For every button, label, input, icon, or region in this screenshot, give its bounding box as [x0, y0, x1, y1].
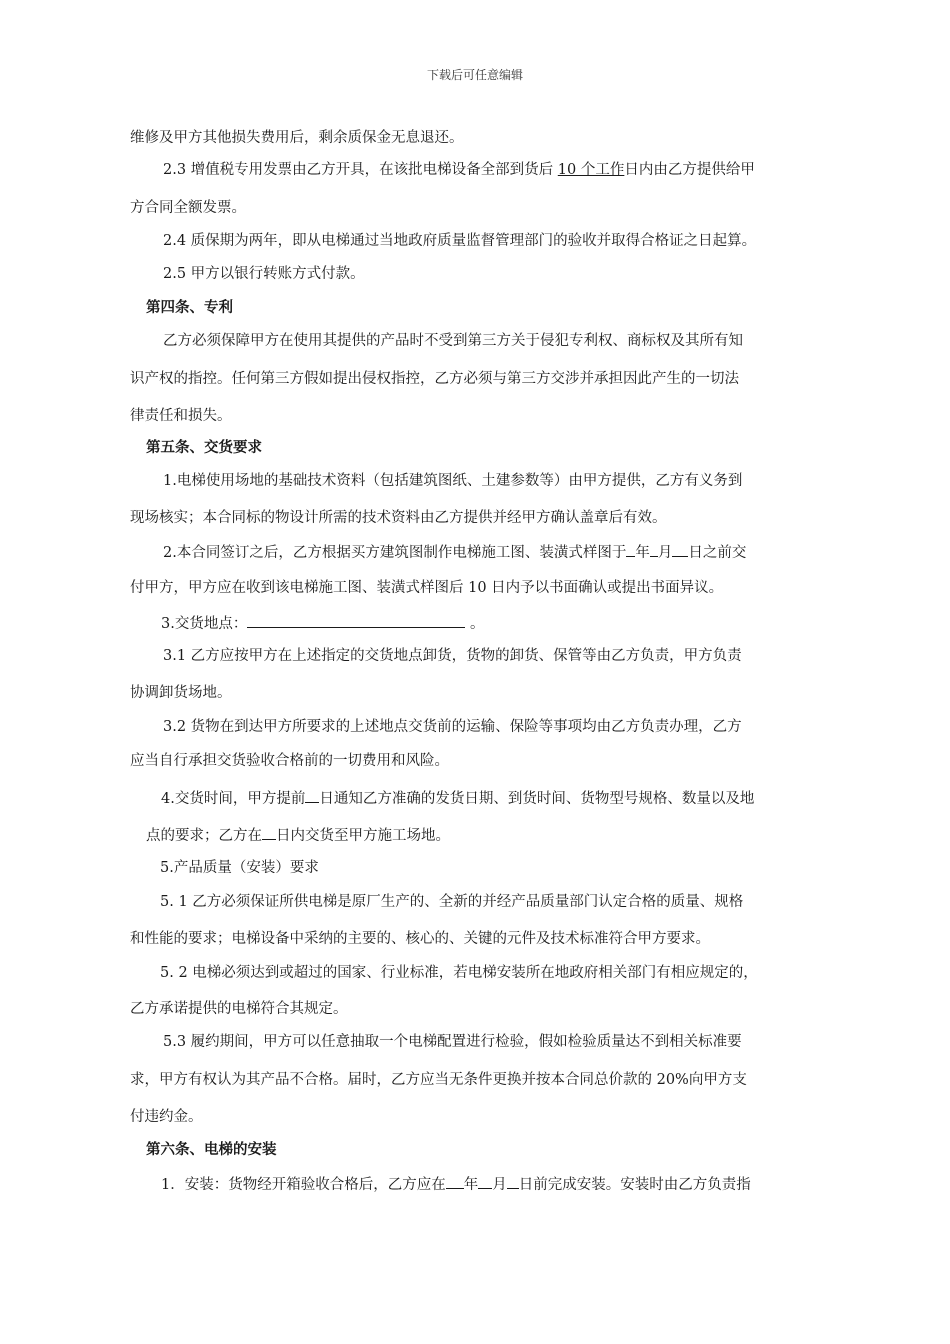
- paragraph-line: 求，甲方有权认为其产品不合格。届时，乙方应当无条件更换并按本合同总价款的 20%向甲方支: [130, 1072, 747, 1088]
- paragraph-line: 3.交货地点： 。: [161, 613, 484, 633]
- paragraph-line: 付违约金。: [130, 1109, 203, 1125]
- section-heading: 第四条、专利: [146, 299, 233, 316]
- delivery-address-blank: [247, 613, 465, 628]
- paragraph-line: 和性能的要求；电梯设备中采纳的主要的、核心的、关键的元件及技术标准符合甲方要求。: [130, 931, 710, 947]
- section-heading: 第六条、电梯的安装: [146, 1141, 277, 1158]
- paragraph-line: 5. 2 电梯必须达到或超过的国家、行业标准，若电梯安装所在地政府相关部门有相应规定的，: [160, 965, 758, 981]
- paragraph-line: 识产权的指控。任何第三方假如提出侵权指控，乙方必须与第三方交涉并承担因此产生的一切法: [130, 371, 739, 387]
- paragraph-line: 1．安装：货物经开箱验收合格后，乙方应在 年 月 日前完成安装。安装时由乙方负责指: [161, 1174, 751, 1194]
- paragraph-line: 3.2 货物在到达甲方所要求的上述地点交货前的运输、保险等事项均由乙方负责办理，乙方: [163, 719, 742, 735]
- section-heading: 第五条、交货要求: [146, 439, 262, 456]
- paragraph-line: 2.5 甲方以银行转账方式付款。: [163, 266, 365, 282]
- paragraph-line: 5. 1 乙方必须保证所供电梯是原厂生产的、全新的并经产品质量部门认定合格的质量、规格: [160, 894, 744, 910]
- paragraph-line: 4.交货时间，甲方提前 日通知乙方准确的发货日期、到货时间、货物型号规格、数量以及地: [161, 788, 754, 808]
- paragraph-line: 1.电梯使用场地的基础技术资料（包括建筑图纸、土建参数等）由甲方提供，乙方有义务到: [163, 473, 743, 489]
- paragraph-line: 应当自行承担交货验收合格前的一切费用和风险。: [130, 753, 449, 769]
- paragraph-line: 律责任和损失。: [130, 408, 232, 424]
- paragraph-line: 乙方必须保障甲方在使用其提供的产品时不受到第三方关于侵犯专利权、商标权及其所有知: [163, 333, 743, 349]
- paragraph-line: 2.3 增值税专用发票由乙方开具，在该批电梯设备全部到货后 10 个工作日内由乙方提供给甲: [163, 162, 755, 178]
- paragraph-line: 3.1 乙方应按甲方在上述指定的交货地点卸货，货物的卸货、保管等由乙方负责，甲方负责: [163, 648, 742, 664]
- paragraph-line: 维修及甲方其他损失费用后，剩余质保金无息退还。: [130, 130, 464, 146]
- paragraph-line: 方合同全额发票。: [130, 200, 246, 216]
- paragraph-line: 付甲方，甲方应在收到该电梯施工图、装潢式样图后 10 日内予以书面确认或提出书面异议。: [130, 580, 724, 596]
- underlined-term: 10 个工作: [557, 162, 625, 178]
- paragraph-line: 乙方承诺提供的电梯符合其规定。: [130, 1001, 348, 1017]
- paragraph-line: 现场核实；本合同标的物设计所需的技术资料由乙方提供并经甲方确认盖章后有效。: [130, 510, 667, 526]
- paragraph-line: 2.本合同签订之后，乙方根据买方建筑图制作电梯施工图、装潢式样图于 年 月 日之前交: [163, 542, 746, 562]
- paragraph-line: 5.产品质量（安装）要求: [160, 860, 319, 876]
- paragraph-line: 协调卸货场地。: [130, 685, 232, 701]
- page-header: 下载后可任意编辑: [426, 68, 523, 82]
- paragraph-line: 5.3 履约期间，甲方可以任意抽取一个电梯配置进行检验，假如检验质量达不到相关标准要: [163, 1034, 742, 1050]
- paragraph-line: 2.4 质保期为两年，即从电梯通过当地政府质量监督管理部门的验收并取得合格证之日起算。: [163, 233, 757, 249]
- paragraph-line: 点的要求；乙方在 日内交货至甲方施工场地。: [146, 825, 450, 845]
